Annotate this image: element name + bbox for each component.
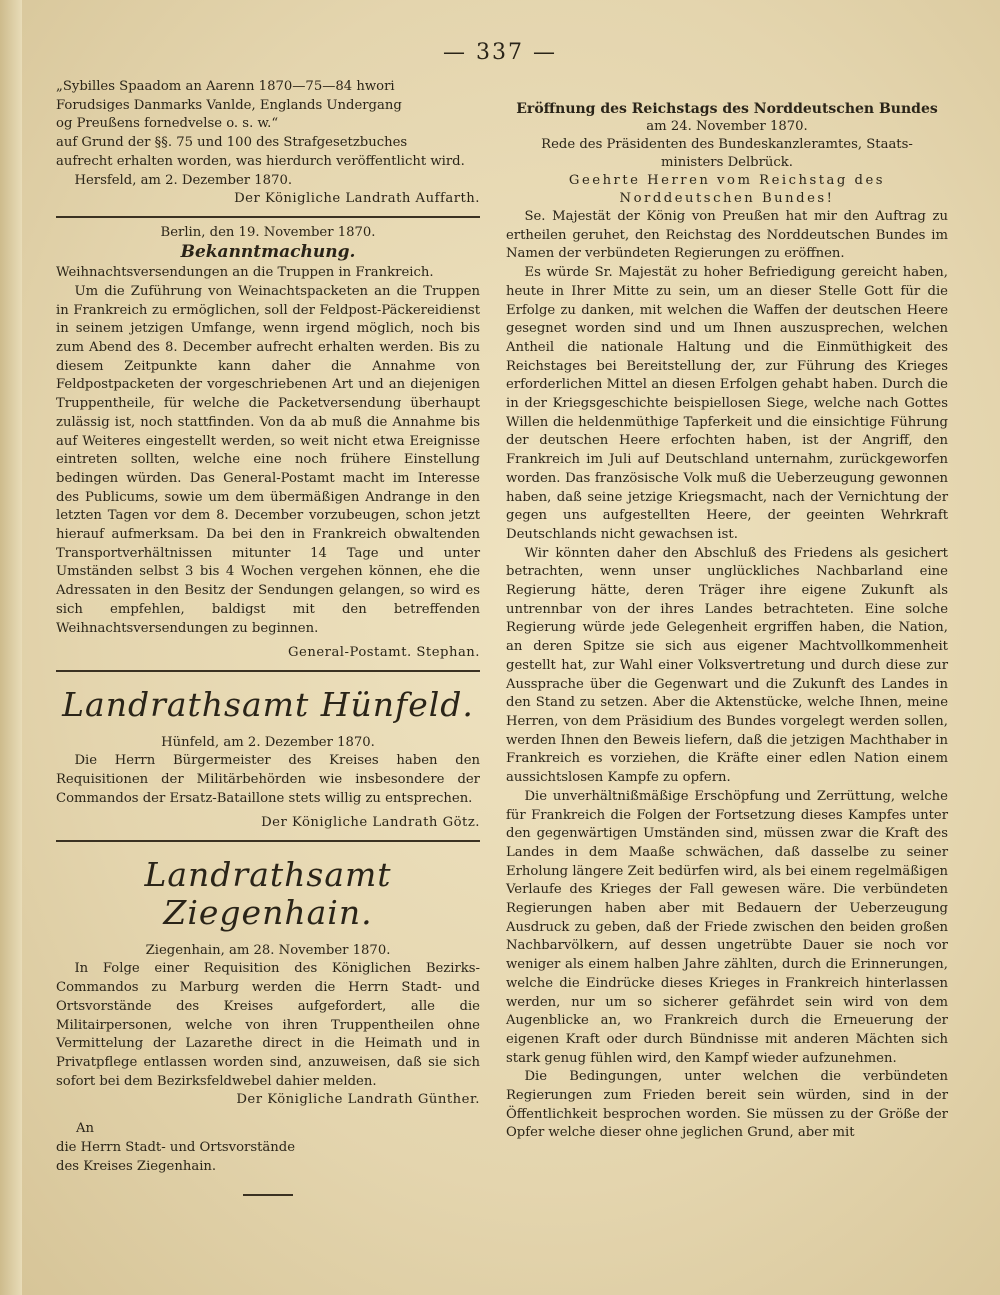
article-title: Eröffnung des Reichstags des Norddeutschen Bundes (516, 101, 938, 117)
notice-body: In Folge einer Requisition des Königlichen Bezirks-Commandos zu Marburg werden die Herrn Stadt- und Ortsvorstände des Kreises aufgefordert, alle die Militairpersonen, welche von ihren Truppentheilen ohne Vermittelung der Lazarethe direct in die Heimath und in Privatpflege entlassen worden sind, anzuweisen, daß sie sich sofort bei dem Bezirksfeldwebel dahier melden. (56, 961, 480, 1089)
page-fold-shadow (0, 0, 22, 1295)
bekanntmachung-notice (56, 224, 480, 662)
salutation: Norddeutschen Bundes! (619, 191, 835, 206)
intro-signature: Der Königliche Landrath Auffarth. (234, 191, 480, 207)
speech-paragraph: Es würde Sr. Majestät zu hoher Befriedigung gereicht haben, heute in Ihrer Mitte zu sein, um an dieser Stelle Gott für die Erfolge zu danken, mit welchen die Waffen der deutschen Heere gesegnet worden sind und um Ihnen auszusprechen, welchen Antheil die nationale Haltung und die Einmüthigkeit des Reichstages bei Bereitstellung der, zur Führung des Krieges erforderlichen Mittel an diesen Erfolgen gehabt haben. Durch die in der Kriegsgeschichte beispiellosen Siege, welche nach Gottes Willen die heldenmüthige Tapferkeit und die einsichtige Führung der deutschen Heere erfochten haben, ist der Angriff, den Frankreich im Juli auf Deutschland unternahm, zurückgeworfen worden. Das französische Volk muß die Ueberzeugung gewonnen haben, daß seine jetzige Kriegsmacht, nach der Vernichtung der gegen uns aufgestellten Heere, der geeinten Wehrkraft Deutschlands nicht gewachsen ist. (506, 265, 948, 542)
section-divider (56, 670, 480, 672)
ziegenhain-notice (56, 856, 480, 1196)
speech-paragraph: Se. Majestät der König von Preußen hat mir den Auftrag zu ertheilen geruhet, den Reichstag des Norddeutschen Bundes im Namen der verbündeten Regierungen zu eröffnen. (506, 209, 948, 262)
speech-paragraph: Die Bedingungen, unter welchen die verbündeten Regierungen zum Frieden bereit sein würden, sind in der Öffentlichkeit besprochen worden. Sie müssen zu der Größe der Opfer welche dieser ohne jeglichen Grund, aber mit (506, 1069, 948, 1141)
notice-signature: Der Königliche Landrath Günther. (236, 1092, 480, 1108)
right-column (506, 100, 948, 1143)
notice-subtitle: Weihnachtsversendungen an die Truppen in Frankreich. (56, 265, 434, 281)
intro-line: auf Grund der §§. 75 und 100 des Strafgesetzbuches (56, 135, 408, 151)
notice-body: Um die Zuführung von Weinachtspacketen an die Truppen in Frankreich zu ermöglichen, soll der Feldpost-Päckereidienst in seinem jetzigen Umfange, wenn irgend möglich, noch bis zum Abend des 8. December aufrecht erhalten werden. Bis zu diesem Zeitpunkte kann daher die Annahme von Feldpostpacketen der vorgeschriebenen Art und an diejenigen Truppentheile, für welche die Packetversendung überhaupt zulässig ist, noch stattfinden. Von da ab muß die Annahme bis auf Weiteres eingestellt werden, so weit nicht etwa Ereignisse eintreten sollten, welche eine noch frühere Einstellung bedingen würden. Das General-Postamt macht im Interesse des Publicums, sowie um dem übermäßigen Andrange in den letzten Tagen vor dem 8. December vorzubeugen, schon jetzt hierauf aufmerksam. Da bei den in Frankreich obwaltenden Transportverhältnissen mitunter 14 Tage und unter Umständen selbst 3 bis 4 Wochen vergehen können, ehe die Adressaten in den Besitz der Sendungen gelangen, so wird es sich empfehlen, baldigst mit den betreffenden Weihnachtsversendungen zu beginnen. (56, 283, 480, 636)
office-heading: Landrathsamt Hünfeld. (62, 685, 474, 725)
section-divider (56, 216, 480, 218)
intro-line: „Sybilles Spaadom an Aarenn 1870—75—84 hwori (56, 79, 395, 94)
addressee-line: des Kreises Ziegenhain. (56, 1159, 217, 1175)
intro-line: Forudsiges Danmarks Vanlde, Englands Undergang (56, 97, 402, 113)
speech-paragraph: Die unverhältnißmäßige Erschöpfung und Zerrüttung, welche für Frankreich die Folgen der Fortsetzung dieses Kampfes unter den gegenwärtigen Umständen sind, müssen zwar die Kraft des Landes in dem Maaße schwächen, daß dasselbe zu seiner Erholung längere Zeit bedürfen wird, als bei einem regelmäßigen Verlaufe des Krieges der Fall gewesen wäre. Die verbündeten Regierungen haben aber mit Bedauern der Ueberzeugung Ausdruck zu geben, daß der Friede zwischen den beiden großen Nachbarvölkern, auf dessen ungetrübte Dauer sie noch vor weniger als einem halben Jahre zählten, durch die Erinnerungen, welche die Eindrücke dieses Krieges in Frankreich hinterlassen werden, nur um so sicherer gefährdet sein wird von dem Augenblicke an, wo Frankreich durch die Erneuerung der eigenen Kraft oder durch Bündnisse mit anderen Mächten sich stark genug fühlen wird, den Kampf wieder aufzunehmen. (506, 788, 948, 1066)
speech-paragraph: Wir könnten daher den Abschluß des Friedens als gesichert betrachten, wenn unser unglückliches Nachbarland eine Regierung hätte, deren Träger ihre eigene Zukunft als untrennbar von der ihres Landes betrachteten. Eine solche Regierung würde jede Gelegenheit ergriffen haben, die Nation, an deren Spitze sie sich aus eigener Machtvollkommenheit gestellt hat, zur Wahl einer Volksvertretung und durch diese zur Aussprache über die Gegenwart und die Zukunft des Landes in den Stand zu setzen. Aber die Aktenstücke, welche Ihnen, meine Herren, von dem Präsidium des Bundes vorgelegt werden sollen, werden Ihnen den Beweis liefern, daß die jetzigen Machthaber in Frankreich es vorziehen, die Kräfte einer edlen Nation einem aussichtslosen Kampfe zu opfern. (506, 545, 948, 786)
section-divider (56, 840, 480, 842)
speech-attribution: Rede des Präsidenten des Bundeskanzleramtes, Staats- (541, 137, 913, 152)
intro-place-date: Hersfeld, am 2. Dezember 1870. (74, 172, 293, 188)
page-number: — 337 — (443, 40, 557, 65)
end-rule (243, 1194, 293, 1196)
notice-place-date: Berlin, den 19. November 1870. (160, 225, 376, 241)
notice-body: Die Herrn Bürgermeister des Kreises haben den Requisitionen der Militärbehörden wie insbesondere der Commandos der Ersatz-Bataillone stets willig zu entsprechen. (56, 753, 480, 806)
notice-place-date: Hünfeld, am 2. Dezember 1870. (161, 735, 375, 751)
intro-notice (56, 78, 480, 208)
notice-title: Bekanntmachung. (180, 242, 356, 263)
huenfeld-notice (56, 686, 480, 832)
addressee-line: An (76, 1121, 95, 1137)
notice-signature: Der Königliche Landrath Götz. (261, 815, 480, 831)
article-date: am 24. November 1870. (646, 119, 808, 134)
salutation: Geehrte Herren vom Reichstag des (568, 173, 886, 188)
office-heading: Landrathsamt Ziegenhain. (144, 855, 392, 933)
intro-line: aufrecht erhalten worden, was hierdurch veröffentlicht wird. (56, 153, 465, 169)
notice-signature: General-Postamt. Stephan. (288, 645, 480, 661)
left-column (56, 78, 480, 1196)
addressee-line: die Herrn Stadt- und Ortsvorstände (56, 1140, 296, 1156)
intro-line: og Preußens fornedvelse o. s. w.“ (56, 116, 279, 132)
notice-place-date: Ziegenhain, am 28. November 1870. (145, 943, 391, 959)
speech-attribution: ministers Delbrück. (661, 155, 793, 170)
